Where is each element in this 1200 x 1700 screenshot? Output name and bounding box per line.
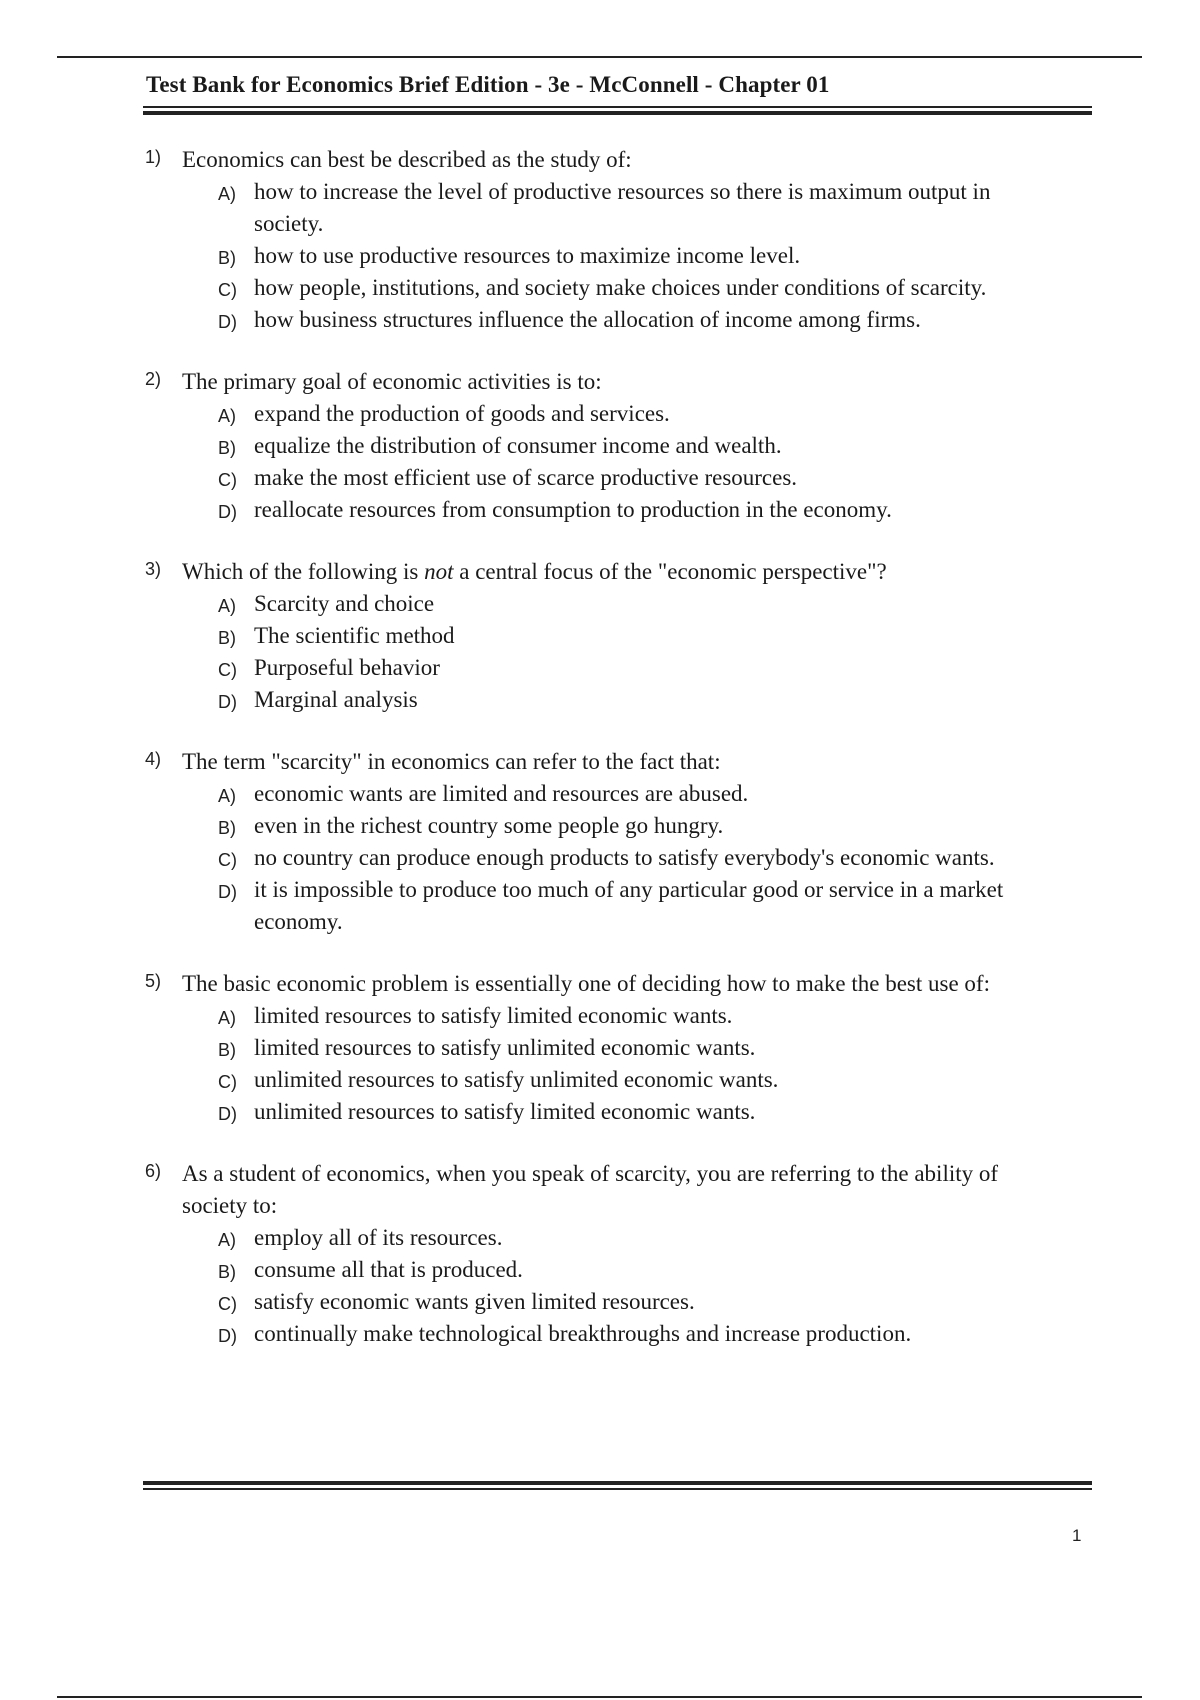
answer-options: [0, 588, 1200, 716]
option-letter: D): [218, 312, 237, 332]
answer-options: [0, 1000, 1200, 1128]
option-text: equalize the distribution of consumer income and wealth.: [254, 433, 782, 458]
option-letter: D): [218, 502, 237, 522]
question-number: 6): [145, 1161, 162, 1181]
question-number: 5): [145, 971, 162, 991]
option-letter: C): [218, 470, 237, 490]
option-letter: C): [218, 1072, 237, 1092]
page-bottom-border: [57, 1696, 1142, 1698]
question-stem: As a student of economics, when you speak of scarcity, you are referring to the ability of society to:: [182, 1161, 999, 1218]
question-number: 1): [145, 147, 162, 167]
option-text: Purposeful behavior: [254, 655, 440, 680]
answer-option-a: [0, 1000, 1200, 1032]
answer-option-d: [0, 1318, 1200, 1350]
option-text: employ all of its resources.: [254, 1225, 503, 1250]
option-text: Marginal analysis: [254, 687, 418, 712]
answer-option-d: [0, 494, 1200, 526]
page-number: 1: [1072, 1526, 1082, 1545]
option-text: continually make technological breakthroughs and increase production.: [254, 1321, 912, 1346]
question-stem: The term "scarcity" in economics can refer to the fact that:: [182, 749, 721, 774]
answer-option-d: [0, 684, 1200, 716]
option-text: how business structures influence the allocation of income among firms.: [254, 307, 921, 332]
option-letter: B): [218, 818, 236, 838]
option-text: even in the richest country some people go hungry.: [254, 813, 724, 838]
option-letter: C): [218, 850, 237, 870]
question-stem: The primary goal of economic activities is to:: [182, 369, 602, 394]
option-text: no country can produce enough products to satisfy everybody's economic wants.: [254, 845, 995, 870]
question-4: [0, 746, 1200, 938]
option-letter: B): [218, 248, 236, 268]
answer-option-c: [0, 652, 1200, 684]
answer-option-c: [0, 462, 1200, 494]
answer-options: [0, 398, 1200, 526]
option-text: how people, institutions, and society make choices under conditions of scarcity.: [254, 275, 987, 300]
option-text: consume all that is produced.: [254, 1257, 523, 1282]
option-text: how to use productive resources to maximize income level.: [254, 243, 801, 268]
answer-option-b: [0, 430, 1200, 462]
answer-option-c: [0, 842, 1200, 874]
option-letter: C): [218, 1294, 237, 1314]
answer-options: [0, 1222, 1200, 1350]
option-text: expand the production of goods and services.: [254, 401, 670, 426]
answer-option-b: [0, 1254, 1200, 1286]
option-text: it is impossible to produce too much of any particular good or service in a market economy.: [254, 877, 1004, 934]
option-letter: C): [218, 660, 237, 680]
option-text: satisfy economic wants given limited resources.: [254, 1289, 695, 1314]
stem-text-after: a central focus of the "economic perspective"?: [453, 559, 887, 584]
option-letter: D): [218, 882, 237, 902]
option-text: economic wants are limited and resources are abused.: [254, 781, 749, 806]
option-text: unlimited resources to satisfy limited economic wants.: [254, 1099, 756, 1124]
option-text: make the most efficient use of scarce productive resources.: [254, 465, 798, 490]
answer-option-a: [0, 398, 1200, 430]
option-letter: C): [218, 280, 237, 300]
footer-double-rule: [143, 1481, 1092, 1490]
answer-option-a: [0, 778, 1200, 810]
document-title: Test Bank for Economics Brief Edition - 3e - McConnell - Chapter 01: [146, 72, 830, 97]
answer-option-b: [0, 1032, 1200, 1064]
option-text: how to increase the level of productive resources so there is maximum output in society.: [254, 179, 991, 236]
answer-option-c: [0, 272, 1200, 304]
option-letter: A): [218, 406, 236, 426]
answer-option-c: [0, 1286, 1200, 1318]
question-number: 2): [145, 369, 162, 389]
option-letter: A): [218, 184, 236, 204]
question-number: 4): [145, 749, 162, 769]
option-letter: D): [218, 1104, 237, 1124]
option-letter: A): [218, 1008, 236, 1028]
question-stem: The basic economic problem is essentially one of deciding how to make the best use of:: [182, 971, 990, 996]
question-2: [0, 366, 1200, 526]
stem-emphasis: not: [424, 559, 454, 584]
answer-option-a: [0, 1222, 1200, 1254]
option-letter: B): [218, 628, 236, 648]
answer-option-a: [0, 588, 1200, 620]
answer-option-b: [0, 810, 1200, 842]
option-letter: A): [218, 786, 236, 806]
option-letter: B): [218, 1262, 236, 1282]
option-letter: A): [218, 596, 236, 616]
question-1: [0, 144, 1200, 336]
answer-option-c: [0, 1064, 1200, 1096]
question-list: [0, 144, 1200, 1380]
option-letter: A): [218, 1230, 236, 1250]
question-stem: [182, 556, 1062, 588]
answer-options: [0, 778, 1200, 938]
answer-option-d: [0, 1096, 1200, 1128]
answer-option-b: [0, 620, 1200, 652]
question-5: [0, 968, 1200, 1128]
question-number: 3): [145, 559, 162, 579]
option-text: Scarcity and choice: [254, 591, 435, 616]
option-text: unlimited resources to satisfy unlimited economic wants.: [254, 1067, 779, 1092]
option-letter: D): [218, 692, 237, 712]
question-6: [0, 1158, 1200, 1350]
answer-option-d: [0, 874, 1200, 938]
question-stem: Economics can best be described as the study of:: [182, 147, 632, 172]
question-3: [0, 556, 1200, 716]
option-text: reallocate resources from consumption to production in the economy.: [254, 497, 892, 522]
page-top-border: [57, 56, 1142, 58]
answer-option-a: [0, 176, 1200, 240]
stem-text-before: Which of the following is: [182, 559, 425, 584]
option-letter: B): [218, 438, 236, 458]
answer-option-b: [0, 240, 1200, 272]
answer-option-d: [0, 304, 1200, 336]
option-letter: B): [218, 1040, 236, 1060]
option-text: limited resources to satisfy limited economic wants.: [254, 1003, 733, 1028]
option-text: limited resources to satisfy unlimited economic wants.: [254, 1035, 756, 1060]
header-double-rule: [143, 106, 1092, 115]
option-letter: D): [218, 1326, 237, 1346]
answer-options: [0, 176, 1200, 336]
option-text: The scientific method: [254, 623, 455, 648]
